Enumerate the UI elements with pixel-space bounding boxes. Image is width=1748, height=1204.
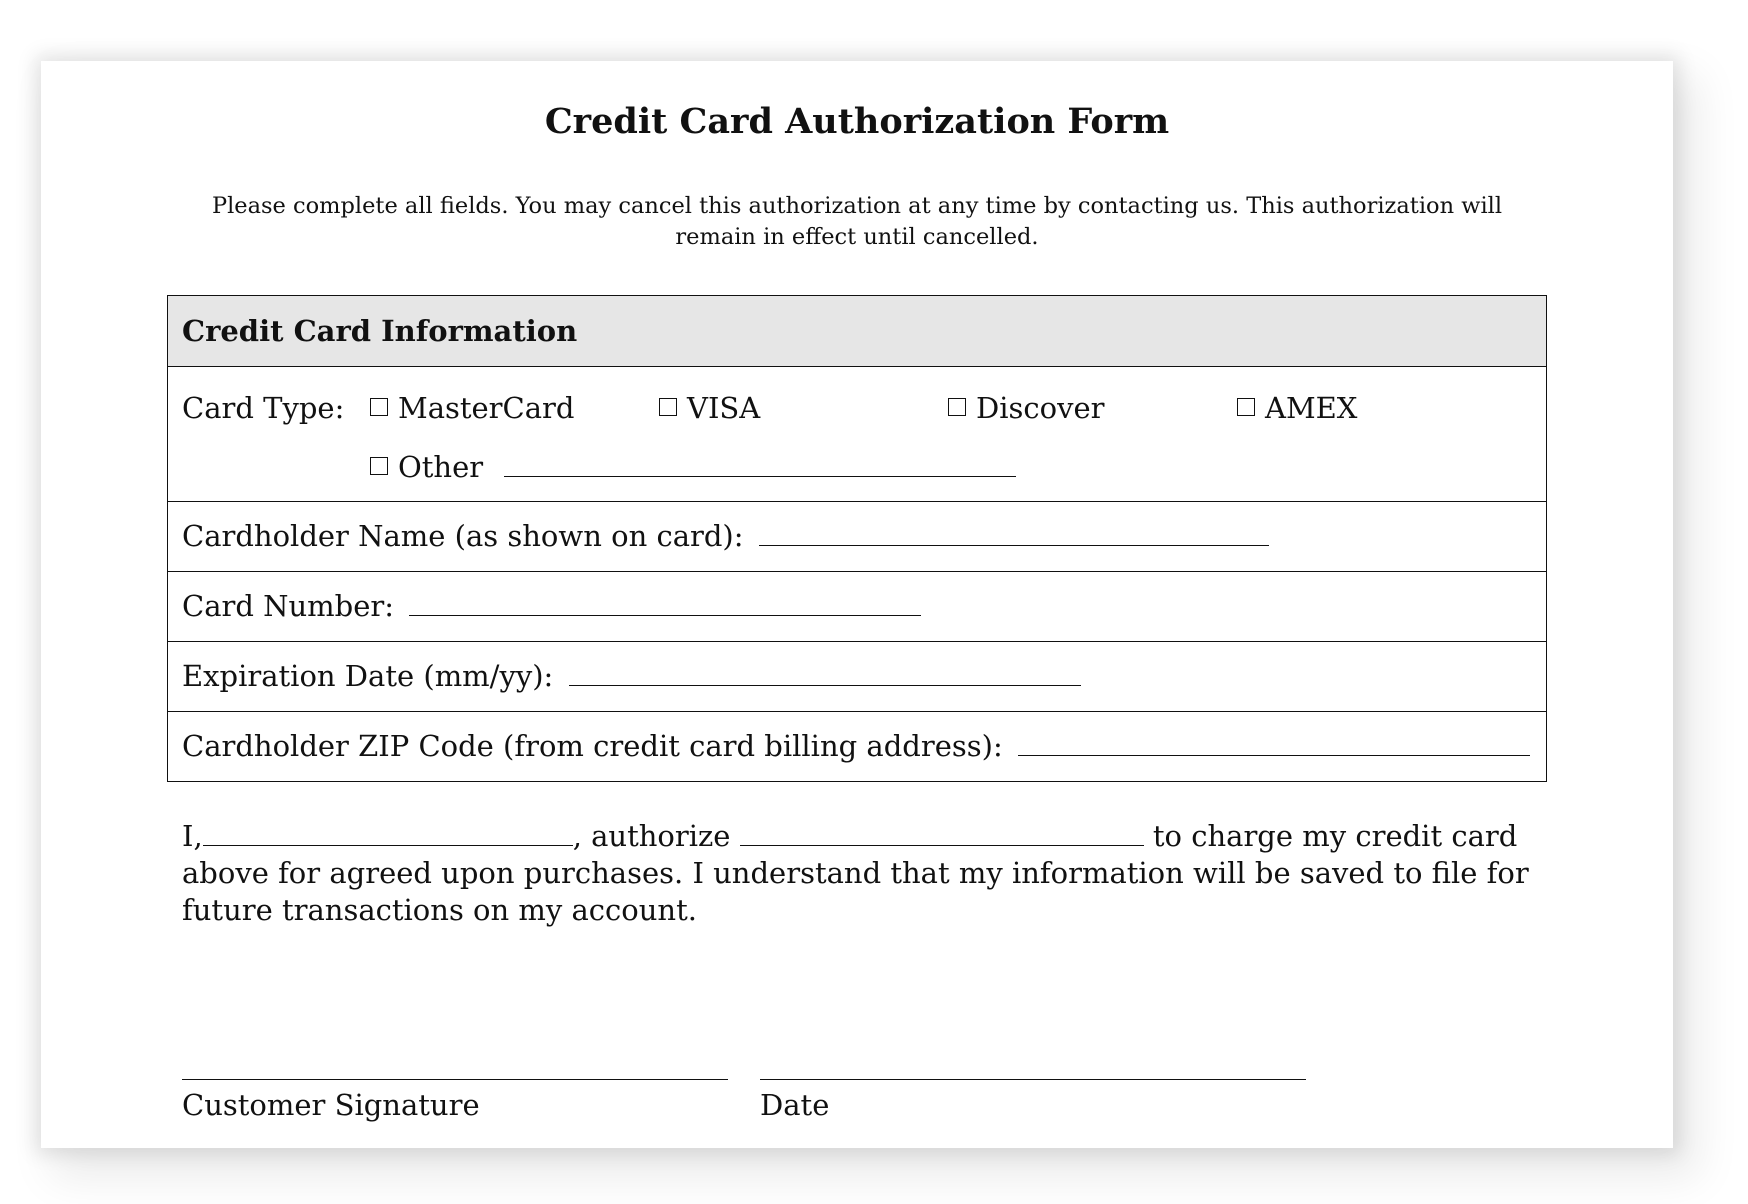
other-card-type-field[interactable] [504,454,1016,477]
form-title: Credit Card Authorization Form [544,101,1170,142]
card-type-row [168,366,1546,501]
card-number-field[interactable] [409,593,921,616]
checkbox-label: VISA [687,391,761,425]
section-title: Credit Card Information [182,314,578,348]
card-number-row [168,571,1546,641]
section-header [168,296,1546,366]
checkbox-label: Discover [976,391,1105,425]
checkbox-visa[interactable] [659,391,760,425]
zip-label: Cardholder ZIP Code (from credit card billing address): [182,729,1003,763]
expiration-label: Expiration Date (mm/yy): [182,659,554,693]
credit-card-info-table [167,295,1547,782]
cardholder-name-label: Cardholder Name (as shown on card): [182,519,744,553]
card-number-label: Card Number: [182,589,395,623]
expiration-field[interactable] [569,663,1081,686]
checkbox-label: Other [398,450,484,484]
zip-field[interactable] [1018,733,1530,756]
checkbox-icon[interactable] [948,398,966,416]
checkbox-other[interactable] [370,450,1016,484]
auth-suffix: to charge my credit card above for agreed upon purchases. I understand that my information will be saved to file for future transactions on my account. [182,819,1529,927]
checkbox-label: MasterCard [398,391,575,425]
signature-line[interactable] [182,1079,728,1080]
checkbox-mastercard[interactable] [370,391,574,425]
checkbox-icon[interactable] [659,398,677,416]
expiration-row [168,641,1546,711]
auth-prefix: I, [182,819,203,853]
authorization-statement [182,818,1562,929]
customer-name-field[interactable] [203,823,573,846]
zip-row [168,711,1546,781]
card-type-label: Card Type: [182,391,345,425]
checkbox-amex[interactable] [1237,391,1357,425]
form-page [41,61,1673,1148]
date-line[interactable] [760,1079,1306,1080]
checkbox-discover[interactable] [948,391,1105,425]
checkbox-icon[interactable] [370,398,388,416]
auth-middle: , authorize [572,819,731,853]
form-instructions: Please complete all fields. You may cancel this authorization at any time by contacting us. This authorization will remain in effect until cancelled. [211,193,1503,250]
date-label: Date [760,1088,830,1122]
merchant-name-field[interactable] [740,823,1144,846]
cardholder-name-field[interactable] [759,523,1269,546]
checkbox-icon[interactable] [1237,398,1255,416]
checkbox-label: AMEX [1265,391,1358,425]
cardholder-name-row [168,501,1546,571]
checkbox-icon[interactable] [370,457,388,475]
signature-label: Customer Signature [182,1088,480,1122]
